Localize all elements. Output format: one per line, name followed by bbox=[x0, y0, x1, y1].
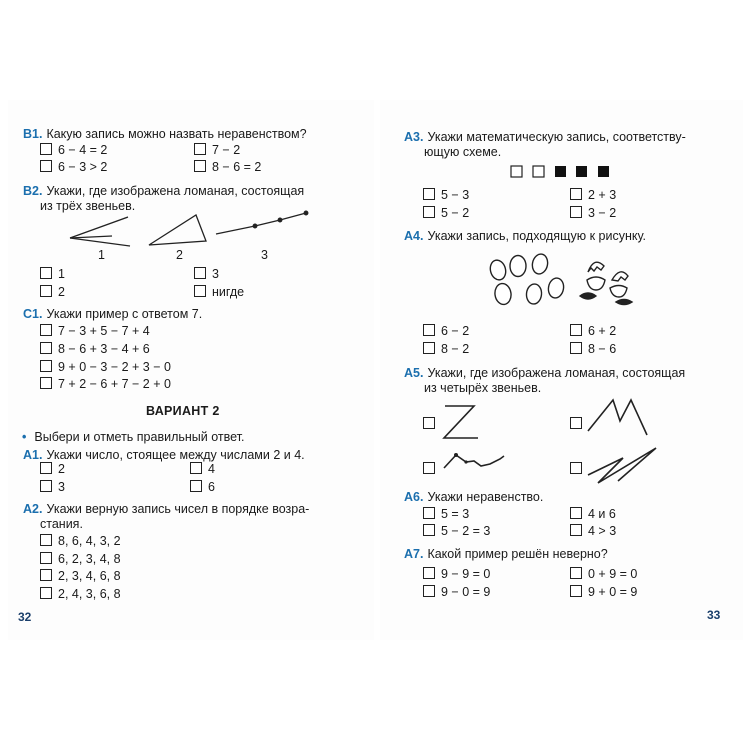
answer-option[interactable] bbox=[190, 480, 215, 494]
answer-option[interactable] bbox=[423, 507, 469, 521]
zigzag-w bbox=[588, 448, 656, 483]
option-text: 3 − 2 bbox=[588, 206, 617, 220]
option-text: 6 bbox=[208, 480, 215, 494]
option-text: 6 − 3 > 2 bbox=[58, 160, 108, 174]
answer-option[interactable] bbox=[194, 267, 219, 281]
option-text: 8 − 6 = 2 bbox=[212, 160, 262, 174]
option-text: 9 − 9 = 0 bbox=[441, 567, 491, 581]
question-text: Укажи, где изображена ломаная, состоящая bbox=[46, 184, 305, 198]
bullet-icon: • bbox=[22, 430, 27, 444]
answer-option[interactable] bbox=[570, 524, 616, 538]
checkbox[interactable] bbox=[40, 462, 52, 474]
question-text: Укажи, где изображена ломаная, состоящая bbox=[427, 366, 686, 380]
question-text: Укажи пример с ответом 7. bbox=[46, 307, 203, 321]
question-a6 bbox=[404, 490, 543, 505]
figure-label: 2 bbox=[176, 248, 183, 262]
answer-option[interactable] bbox=[40, 342, 150, 356]
checkbox[interactable] bbox=[40, 480, 52, 492]
question-a1 bbox=[23, 448, 305, 463]
question-label: В2. bbox=[23, 184, 43, 198]
option-text: 2 bbox=[58, 285, 65, 299]
option-text: 8 − 6 + 3 − 4 + 6 bbox=[58, 342, 150, 356]
checkbox[interactable] bbox=[40, 324, 52, 336]
question-label: А4. bbox=[404, 229, 424, 243]
option-text: 6 − 4 = 2 bbox=[58, 143, 108, 157]
left-page bbox=[8, 100, 374, 640]
answer-option[interactable] bbox=[40, 462, 65, 476]
option-text: 9 + 0 − 3 − 2 + 3 − 0 bbox=[58, 360, 171, 374]
option-text: 4 bbox=[208, 462, 215, 476]
question-text-cont: из четырёх звеньев. bbox=[424, 381, 542, 395]
figure-3-broken-line bbox=[216, 211, 308, 234]
question-text-cont: ющую схеме. bbox=[424, 145, 502, 159]
option-text: 4 > 3 bbox=[588, 524, 617, 538]
question-a2 bbox=[23, 502, 309, 517]
question-text: Укажи число, стоящее между числами 2 и 4. bbox=[46, 448, 305, 462]
option-text: 2, 4, 3, 6, 8 bbox=[58, 587, 121, 601]
question-label: А7. bbox=[404, 547, 424, 561]
option-text: 7 + 2 − 6 + 7 − 2 + 0 bbox=[58, 377, 171, 391]
option-text: 5 = 3 bbox=[441, 507, 470, 521]
figure-2-triangle bbox=[149, 215, 206, 245]
zigzag-z bbox=[444, 406, 478, 438]
option-text: 9 − 0 = 9 bbox=[441, 585, 491, 599]
checkbox[interactable] bbox=[194, 285, 206, 297]
checkbox[interactable] bbox=[423, 585, 435, 597]
instruction-text: Выбери и отметь правильный ответ. bbox=[34, 430, 245, 444]
question-label: А5. bbox=[404, 366, 424, 380]
option-text: 2, 3, 4, 6, 8 bbox=[58, 569, 121, 583]
answer-option[interactable] bbox=[40, 377, 171, 391]
question-text: Укажи запись, подходящую к рисунку. bbox=[427, 229, 646, 243]
answer-option[interactable] bbox=[570, 585, 637, 599]
option-text: 1 bbox=[58, 267, 65, 281]
question-label: А2. bbox=[23, 502, 43, 516]
figure-label: 3 bbox=[261, 248, 268, 262]
checkbox[interactable] bbox=[40, 587, 52, 599]
question-text-cont: из трёх звеньев. bbox=[40, 199, 136, 213]
checkbox[interactable] bbox=[40, 267, 52, 279]
polyline-options bbox=[380, 100, 743, 500]
checkbox[interactable] bbox=[40, 360, 52, 372]
wavy-line bbox=[444, 455, 504, 468]
option-text: 4 и 6 bbox=[588, 507, 616, 521]
checkbox[interactable] bbox=[40, 552, 52, 564]
answer-option[interactable] bbox=[190, 462, 215, 476]
option-text: 7 − 2 bbox=[212, 143, 241, 157]
page-number: 32 bbox=[18, 610, 32, 624]
option-text: нигде bbox=[212, 285, 245, 299]
answer-option[interactable] bbox=[423, 567, 490, 581]
option-text: 5 − 2 bbox=[441, 206, 470, 220]
answer-option[interactable] bbox=[40, 552, 121, 566]
answer-option[interactable] bbox=[40, 569, 121, 583]
option-text: 0 + 9 = 0 bbox=[588, 567, 638, 581]
checkbox[interactable] bbox=[570, 585, 582, 597]
right-page bbox=[380, 100, 743, 640]
option-text: 6, 2, 3, 4, 8 bbox=[58, 552, 121, 566]
checkbox[interactable] bbox=[570, 507, 582, 519]
checkbox[interactable] bbox=[423, 567, 435, 579]
figure-1-angle bbox=[70, 217, 130, 246]
answer-option[interactable] bbox=[570, 567, 637, 581]
option-text: 3 bbox=[212, 267, 219, 281]
option-text: 8, 6, 4, 3, 2 bbox=[58, 534, 121, 548]
option-text: 2 bbox=[58, 462, 65, 476]
checkbox[interactable] bbox=[423, 524, 435, 536]
question-c1 bbox=[23, 307, 202, 322]
question-a7 bbox=[404, 547, 608, 562]
question-text: Укажи математическую запись, соответству- bbox=[427, 130, 686, 144]
answer-option[interactable] bbox=[40, 480, 65, 494]
variant-heading: ВАРИАНТ 2 bbox=[146, 404, 220, 418]
question-label: В1. bbox=[23, 127, 43, 141]
option-text: 2 + 3 bbox=[588, 188, 617, 202]
answer-option[interactable] bbox=[423, 524, 490, 538]
question-label: А6. bbox=[404, 490, 424, 504]
checkbox[interactable] bbox=[194, 267, 206, 279]
question-label: А3. bbox=[404, 130, 424, 144]
checkbox[interactable] bbox=[40, 377, 52, 389]
answer-option[interactable] bbox=[423, 585, 490, 599]
question-label: А1. bbox=[23, 448, 43, 462]
option-text: 8 − 2 bbox=[441, 342, 470, 356]
checkbox[interactable] bbox=[40, 285, 52, 297]
option-text: 5 − 3 bbox=[441, 188, 470, 202]
checkbox[interactable] bbox=[40, 342, 52, 354]
answer-option[interactable] bbox=[40, 360, 171, 374]
option-text: 6 + 2 bbox=[588, 324, 617, 338]
question-text: Укажи верную запись чисел в порядке возра- bbox=[46, 502, 310, 516]
checkbox[interactable] bbox=[40, 534, 52, 546]
checkbox[interactable] bbox=[190, 462, 202, 474]
answer-option[interactable] bbox=[570, 507, 616, 521]
page-number: 33 bbox=[707, 608, 721, 622]
answer-option[interactable] bbox=[40, 267, 65, 281]
option-text: 3 bbox=[58, 480, 65, 494]
question-text: Какую запись можно назвать неравенством? bbox=[46, 127, 307, 141]
broken-line-tent bbox=[588, 400, 647, 435]
answer-option[interactable] bbox=[40, 324, 150, 338]
option-text: 7 − 3 + 5 − 7 + 4 bbox=[58, 324, 150, 338]
checkbox[interactable] bbox=[40, 569, 52, 581]
checkbox[interactable] bbox=[570, 524, 582, 536]
checkbox[interactable] bbox=[190, 480, 202, 492]
question-label: С1. bbox=[23, 307, 43, 321]
option-text: 5 − 2 = 3 bbox=[441, 524, 491, 538]
answer-option[interactable] bbox=[40, 534, 121, 548]
question-text: Какой пример решён неверно? bbox=[427, 547, 608, 561]
option-text: 9 + 0 = 9 bbox=[588, 585, 638, 599]
checkbox[interactable] bbox=[423, 507, 435, 519]
option-text: 8 − 6 bbox=[588, 342, 617, 356]
option-text: 6 − 2 bbox=[441, 324, 470, 338]
instruction bbox=[22, 430, 245, 445]
answer-option[interactable] bbox=[40, 587, 121, 601]
answer-option[interactable] bbox=[194, 285, 244, 299]
checkbox[interactable] bbox=[570, 567, 582, 579]
answer-option[interactable] bbox=[40, 285, 65, 299]
question-text: Укажи неравенство. bbox=[427, 490, 544, 504]
question-text-cont: стания. bbox=[40, 517, 83, 531]
figure-label: 1 bbox=[98, 248, 105, 262]
